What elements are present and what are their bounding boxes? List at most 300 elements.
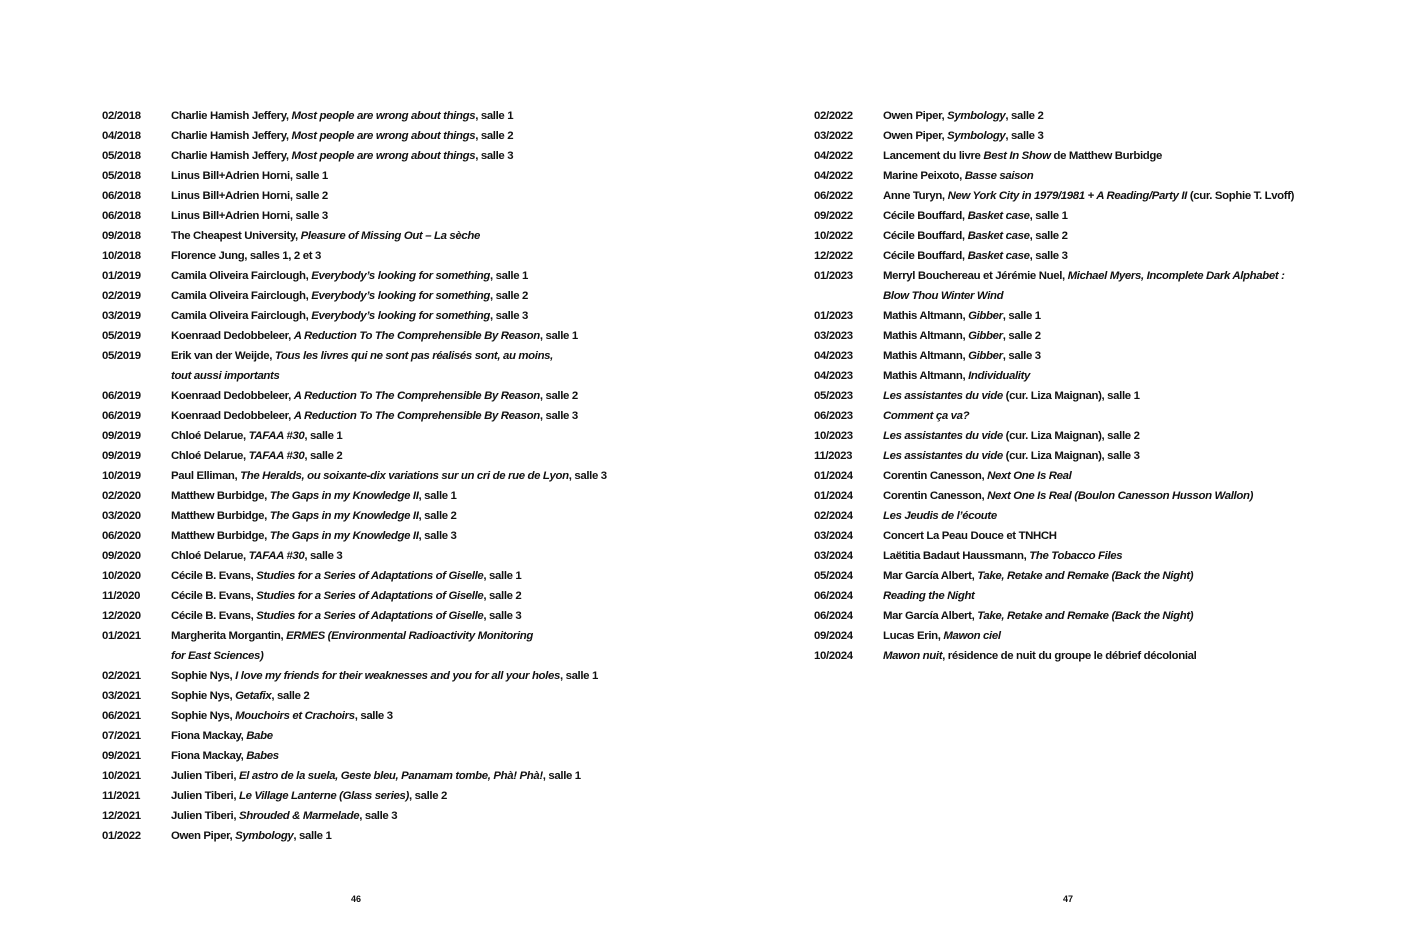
entry-title: Shrouded & Marmelade <box>238 810 360 822</box>
entry-segment: Cécile Bouffard, <box>883 250 968 262</box>
entry-text <box>883 446 1414 466</box>
entry-text <box>883 346 1414 366</box>
entry-date: 09/2021 <box>102 750 141 762</box>
entry-text <box>171 386 702 406</box>
entry-text <box>171 446 702 466</box>
entry-date: 04/2023 <box>814 370 853 382</box>
list-item <box>814 326 1414 346</box>
entry-date: 06/2018 <box>102 190 141 202</box>
list-item <box>814 426 1414 446</box>
list-item <box>102 266 702 286</box>
entry-date: 10/2020 <box>102 570 141 582</box>
list-item <box>814 226 1414 246</box>
entry-title: Most people are wrong about things <box>291 150 476 162</box>
entry-segment: Sophie Nys, <box>171 710 236 722</box>
entry-segment: Paul Elliman, <box>171 470 241 482</box>
entry-text <box>171 786 702 806</box>
entry-text <box>883 386 1414 406</box>
list-item <box>814 366 1414 386</box>
entry-text <box>883 506 1414 526</box>
list-item <box>814 126 1414 146</box>
entry-text <box>883 566 1414 586</box>
entry-segment: , salle 2 <box>1002 330 1041 342</box>
entry-date: 09/2019 <box>102 450 141 462</box>
entry-title: tout aussi importants <box>171 370 280 382</box>
entry-date: 12/2022 <box>814 250 853 262</box>
entry-date: 01/2022 <box>102 830 141 842</box>
entry-title: Symbology <box>947 110 1006 122</box>
entry-date: 05/2019 <box>102 350 141 362</box>
entry-text <box>171 566 702 586</box>
exhibition-list <box>102 106 702 846</box>
entry-date: 04/2022 <box>814 170 853 182</box>
list-item <box>102 326 702 346</box>
entry-segment: , salle 3 <box>568 470 607 482</box>
entry-segment: Koenraad Dedobbeleer, <box>171 390 294 402</box>
entry-text <box>171 306 702 326</box>
entry-segment: , salle 3 <box>354 710 393 722</box>
entry-title: ERMES (Environmental Radioactivity Monitoring <box>286 630 533 642</box>
entry-date: 04/2018 <box>102 130 141 142</box>
entry-title: El astro de la suela, Geste bleu, Panamam tombe, Phà! Phà! <box>238 770 543 782</box>
entry-text <box>883 546 1414 566</box>
entry-text <box>171 606 702 626</box>
entry-date: 02/2020 <box>102 490 141 502</box>
entry-title: Individuality <box>968 370 1031 382</box>
entry-title: A Reduction To The Comprehensible By Reason <box>293 390 540 402</box>
entry-title: Les assistantes du vide <box>883 450 1003 462</box>
list-item <box>102 566 702 586</box>
list-item <box>102 726 702 746</box>
list-item <box>814 606 1414 626</box>
entry-date: 09/2020 <box>102 550 141 562</box>
entry-segment: de Matthew Burbidge <box>1050 150 1162 162</box>
entry-segment: Laëtitia Badaut Haussmann, <box>883 550 1030 562</box>
entry-segment: Mathis Altmann, <box>883 310 969 322</box>
list-item <box>814 406 1414 426</box>
entry-text <box>171 486 702 506</box>
list-item <box>814 386 1414 406</box>
list-item <box>102 186 702 206</box>
list-item <box>102 206 702 226</box>
entry-title: Next One Is Real <box>987 470 1072 482</box>
entry-segment: , salle 3 <box>359 810 398 822</box>
page-number: 47 <box>1062 894 1073 904</box>
entry-date-spacer <box>102 646 171 666</box>
entry-title: Les Jeudis de l’écoute <box>883 510 997 522</box>
entry-date: 05/2018 <box>102 150 141 162</box>
entry-text <box>171 146 702 166</box>
entry-title: TAFAA #30 <box>248 450 305 462</box>
entry-segment: (cur. Liza Maignan), salle 1 <box>1002 390 1140 402</box>
entry-date: 06/2018 <box>102 210 141 222</box>
entry-date-spacer <box>814 286 883 306</box>
entry-segment: Charlie Hamish Jeffery, <box>171 110 292 122</box>
entry-text <box>171 206 702 226</box>
entry-text <box>171 826 702 846</box>
entry-title: TAFAA #30 <box>248 550 305 562</box>
entry-segment: Koenraad Dedobbeleer, <box>171 330 294 342</box>
entry-segment: Sophie Nys, <box>171 690 236 702</box>
entry-title: Gibber <box>968 350 1003 362</box>
list-item <box>102 246 702 266</box>
entry-text <box>171 126 702 146</box>
entry-date-spacer <box>102 366 171 386</box>
entry-segment: , salle 3 <box>304 550 343 562</box>
entry-date: 10/2022 <box>814 230 853 242</box>
entry-text <box>883 626 1414 646</box>
entry-date: 06/2019 <box>102 390 141 402</box>
entry-segment: Florence Jung, salles 1, 2 et 3 <box>171 250 321 262</box>
entry-text <box>171 346 702 366</box>
entry-title: The Heralds, ou soixante-dix variations sur un cri de rue de Lyon <box>240 470 569 482</box>
entry-segment: Owen Piper, <box>883 130 948 142</box>
entry-date: 01/2021 <box>102 630 141 642</box>
entry-segment: , salle 3 <box>489 310 528 322</box>
entry-text <box>171 246 702 266</box>
entry-text <box>883 306 1414 326</box>
entry-text <box>171 406 702 426</box>
entry-segment: , salle 1 <box>475 110 514 122</box>
entry-text <box>883 146 1414 166</box>
entry-text <box>883 526 1414 546</box>
entry-title: Everybody’s looking for something <box>311 290 490 302</box>
entry-segment: (cur. Liza Maignan), salle 2 <box>1002 430 1140 442</box>
entry-segment: Cécile Bouffard, <box>883 230 968 242</box>
entry-title: Mawon nuit <box>883 650 943 662</box>
entry-text <box>171 746 702 766</box>
entry-title: Studies for a Series of Adaptations of Giselle <box>256 610 484 622</box>
entry-segment: Mar García Albert, <box>883 610 978 622</box>
entry-title: Gibber <box>968 310 1003 322</box>
entry-text <box>883 106 1414 126</box>
entry-segment: , salle 1 <box>539 330 578 342</box>
entry-text <box>883 246 1414 266</box>
entry-date: 11/2023 <box>814 450 853 462</box>
entry-text <box>883 266 1414 286</box>
entry-title: Everybody’s looking for something <box>311 270 490 282</box>
entry-title: The Gaps in my Knowledge II <box>269 490 419 502</box>
entry-date: 05/2023 <box>814 390 853 402</box>
entry-segment: , salle 1 <box>304 430 343 442</box>
entry-title: The Tobacco Files <box>1029 550 1123 562</box>
list-item <box>102 666 702 686</box>
list-item <box>102 466 702 486</box>
list-item <box>814 186 1414 206</box>
entry-title: Symbology <box>947 130 1006 142</box>
list-item <box>102 606 702 626</box>
entry-segment: Matthew Burbidge, <box>171 490 270 502</box>
entry-segment: , salle 3 <box>475 150 514 162</box>
entry-text <box>171 586 702 606</box>
entry-segment: , salle 1 <box>293 830 332 842</box>
entry-text <box>883 226 1414 246</box>
entry-date: 01/2024 <box>814 470 853 482</box>
entry-title: Michael Myers, Incomplete Dark Alphabet : <box>1067 270 1285 282</box>
entry-date: 01/2023 <box>814 310 853 322</box>
entry-title: Most people are wrong about things <box>291 130 476 142</box>
entry-date: 01/2024 <box>814 490 853 502</box>
list-item <box>102 686 702 706</box>
entry-title: Pleasure of Missing Out – La sèche <box>300 230 480 242</box>
entry-segment: Cécile B. Evans, <box>171 570 257 582</box>
entry-text <box>883 646 1414 666</box>
entry-date: 03/2021 <box>102 690 141 702</box>
entry-segment: , salle 3 <box>418 530 457 542</box>
entry-title: Les assistantes du vide <box>883 390 1003 402</box>
entry-date: 12/2021 <box>102 810 141 822</box>
entry-date: 09/2024 <box>814 630 853 642</box>
list-item <box>814 626 1414 646</box>
entry-segment: , salle 1 <box>1029 210 1068 222</box>
entry-segment: , salle 3 <box>539 410 578 422</box>
list-item <box>814 646 1414 666</box>
entry-text <box>171 266 702 286</box>
entry-title: Mouchoirs et Crachoirs <box>235 710 355 722</box>
entry-text <box>883 466 1414 486</box>
list-item <box>814 486 1414 506</box>
entry-segment: Cécile B. Evans, <box>171 610 257 622</box>
entry-text <box>883 486 1414 506</box>
entry-segment: , salle 1 <box>559 670 598 682</box>
entry-title: Most people are wrong about things <box>291 110 476 122</box>
entry-segment: Matthew Burbidge, <box>171 530 270 542</box>
entry-title: Les assistantes du vide <box>883 430 1003 442</box>
list-item <box>102 106 702 126</box>
list-item <box>814 206 1414 226</box>
entry-text <box>171 226 702 246</box>
entry-date: 06/2019 <box>102 410 141 422</box>
entry-text <box>883 606 1414 626</box>
entry-date: 02/2022 <box>814 110 853 122</box>
list-item <box>814 546 1414 566</box>
entry-date: 03/2024 <box>814 550 853 562</box>
entry-segment: , salle 3 <box>1002 350 1041 362</box>
entry-segment: Erik van der Weijde, <box>171 350 275 362</box>
list-item <box>102 406 702 426</box>
list-item <box>814 586 1414 606</box>
entry-segment: Fiona Mackay, <box>171 750 247 762</box>
entry-date: 03/2024 <box>814 530 853 542</box>
entry-date: 05/2019 <box>102 330 141 342</box>
list-item <box>102 786 702 806</box>
entry-segment: , salle 2 <box>271 690 310 702</box>
list-item <box>102 766 702 786</box>
entry-title: Basket case <box>967 250 1030 262</box>
entry-segment: , salle 2 <box>1029 230 1068 242</box>
list-item <box>814 566 1414 586</box>
entry-title: I love my friends for their weaknesses and you for all your holes <box>235 670 560 682</box>
entry-date: 02/2024 <box>814 510 853 522</box>
entry-segment: , salle 2 <box>483 590 522 602</box>
entry-title: Tous les livres qui ne sont pas réalisés sont, au moins, <box>274 350 553 362</box>
entry-segment: Chloé Delarue, <box>171 430 249 442</box>
list-item <box>102 706 702 726</box>
entry-date: 10/2023 <box>814 430 853 442</box>
entry-date: 04/2023 <box>814 350 853 362</box>
entry-segment: , résidence de nuit du groupe le débrief décolonial <box>942 650 1197 662</box>
list-item <box>814 506 1414 526</box>
entry-segment: Chloé Delarue, <box>171 550 249 562</box>
entry-date: 11/2021 <box>102 790 141 802</box>
entry-segment: , salle 1 <box>483 570 522 582</box>
entry-text <box>171 626 702 646</box>
entry-segment: Margherita Morgantin, <box>171 630 287 642</box>
right-page <box>712 0 1424 949</box>
list-item <box>814 166 1414 186</box>
list-item <box>814 246 1414 266</box>
entry-segment: , salle 3 <box>1005 130 1044 142</box>
list-item <box>102 806 702 826</box>
list-item <box>814 526 1414 546</box>
entry-segment: , salle 1 <box>1002 310 1041 322</box>
entry-text <box>883 186 1414 206</box>
entry-segment: Matthew Burbidge, <box>171 510 270 522</box>
entry-text <box>171 186 702 206</box>
entry-date: 07/2021 <box>102 730 141 742</box>
entry-date: 03/2020 <box>102 510 141 522</box>
list-item <box>102 546 702 566</box>
entry-text <box>883 326 1414 346</box>
entry-segment: Charlie Hamish Jeffery, <box>171 150 292 162</box>
entry-text <box>171 506 702 526</box>
entry-segment: Lucas Erin, <box>883 630 944 642</box>
entry-segment: Koenraad Dedobbeleer, <box>171 410 294 422</box>
list-item <box>102 426 702 446</box>
list-item <box>102 526 702 546</box>
entry-title: Blow Thou Winter Wind <box>883 290 1004 302</box>
list-item <box>102 486 702 506</box>
entry-segment: , salle 2 <box>489 290 528 302</box>
entry-title: Studies for a Series of Adaptations of Giselle <box>256 590 484 602</box>
entry-text <box>883 426 1414 446</box>
entry-title: Everybody’s looking for something <box>311 310 490 322</box>
entry-title: Basse saison <box>964 170 1034 182</box>
entry-segment: Mathis Altmann, <box>883 350 969 362</box>
entry-date: 06/2020 <box>102 530 141 542</box>
entry-segment: , salle 2 <box>1005 110 1044 122</box>
entry-date: 06/2023 <box>814 410 853 422</box>
list-item <box>102 746 702 766</box>
entry-segment: Camila Oliveira Fairclough, <box>171 290 312 302</box>
entry-segment: Linus Bill+Adrien Horni, salle 3 <box>171 210 328 222</box>
entry-text <box>883 366 1414 386</box>
list-item <box>102 826 702 846</box>
entry-text <box>171 686 702 706</box>
entry-title: Take, Retake and Remake (Back the Night) <box>977 570 1194 582</box>
entry-text <box>171 666 702 686</box>
entry-title: Take, Retake and Remake (Back the Night) <box>977 610 1194 622</box>
entry-date: 03/2019 <box>102 310 141 322</box>
list-item <box>102 286 702 306</box>
entry-segment: , salle 2 <box>408 790 447 802</box>
entry-segment: Linus Bill+Adrien Horni, salle 1 <box>171 170 328 182</box>
entry-title: Gibber <box>968 330 1003 342</box>
entry-text <box>883 206 1414 226</box>
list-item <box>102 226 702 246</box>
entry-segment: Cécile Bouffard, <box>883 210 968 222</box>
entry-segment: Linus Bill+Adrien Horni, salle 2 <box>171 190 328 202</box>
entry-segment: Charlie Hamish Jeffery, <box>171 130 292 142</box>
entry-date: 02/2019 <box>102 290 141 302</box>
entry-title: Best In Show <box>983 150 1051 162</box>
entry-date: 01/2019 <box>102 270 141 282</box>
entry-segment: Mathis Altmann, <box>883 370 969 382</box>
list-item <box>102 146 702 166</box>
list-item <box>102 626 702 646</box>
entry-date: 06/2021 <box>102 710 141 722</box>
entry-text <box>171 366 702 386</box>
entry-date: 02/2021 <box>102 670 141 682</box>
entry-segment: Camila Oliveira Fairclough, <box>171 270 312 282</box>
entry-text <box>883 286 1414 306</box>
entry-segment: Corentin Canesson, <box>883 490 988 502</box>
entry-segment: , salle 3 <box>1029 250 1068 262</box>
entry-title: TAFAA #30 <box>248 430 305 442</box>
list-item <box>102 166 702 186</box>
entry-text <box>171 426 702 446</box>
list-item-continuation <box>102 366 702 386</box>
entry-date: 09/2018 <box>102 230 141 242</box>
exhibition-list <box>814 106 1414 666</box>
entry-title: The Gaps in my Knowledge II <box>269 530 419 542</box>
entry-date: 02/2018 <box>102 110 141 122</box>
entry-title: Symbology <box>235 830 294 842</box>
entry-title: A Reduction To The Comprehensible By Reason <box>293 330 540 342</box>
entry-date: 01/2023 <box>814 270 853 282</box>
entry-date: 10/2021 <box>102 770 141 782</box>
entry-date: 11/2020 <box>102 590 141 602</box>
page-number: 46 <box>350 894 361 904</box>
list-item-continuation <box>102 646 702 666</box>
entry-title: Reading the Night <box>883 590 975 602</box>
list-item <box>102 446 702 466</box>
entry-date: 12/2020 <box>102 610 141 622</box>
entry-text <box>883 406 1414 426</box>
entry-title: Next One Is Real (Boulon Canesson Husson Wallon) <box>987 490 1254 502</box>
entry-segment: Cécile B. Evans, <box>171 590 257 602</box>
entry-text <box>171 466 702 486</box>
entry-title: New York City in 1979/1981 + A Reading/Party II <box>947 190 1187 202</box>
entry-text <box>171 726 702 746</box>
entry-segment: The Cheapest University, <box>171 230 301 242</box>
entry-text <box>171 166 702 186</box>
entry-segment: Chloé Delarue, <box>171 450 249 462</box>
entry-text <box>171 526 702 546</box>
entry-segment: Merryl Bouchereau et Jérémie Nuel, <box>883 270 1068 282</box>
entry-text <box>883 166 1414 186</box>
entry-date: 03/2022 <box>814 130 853 142</box>
entry-segment: Mathis Altmann, <box>883 330 969 342</box>
entry-segment: Corentin Canesson, <box>883 470 988 482</box>
entry-text <box>171 646 702 666</box>
list-item <box>102 506 702 526</box>
list-item <box>102 306 702 326</box>
entry-segment: Camila Oliveira Fairclough, <box>171 310 312 322</box>
entry-segment: , salle 2 <box>475 130 514 142</box>
list-item <box>814 306 1414 326</box>
entry-text <box>171 766 702 786</box>
entry-segment: , salle 3 <box>483 610 522 622</box>
list-item <box>102 386 702 406</box>
entry-segment: Fiona Mackay, <box>171 730 247 742</box>
entry-title: Basket case <box>967 210 1030 222</box>
entry-title: Basket case <box>967 230 1030 242</box>
entry-segment: Marine Peixoto, <box>883 170 965 182</box>
list-item <box>102 346 702 366</box>
entry-segment: Owen Piper, <box>171 830 236 842</box>
entry-segment: Julien Tiberi, <box>171 790 239 802</box>
